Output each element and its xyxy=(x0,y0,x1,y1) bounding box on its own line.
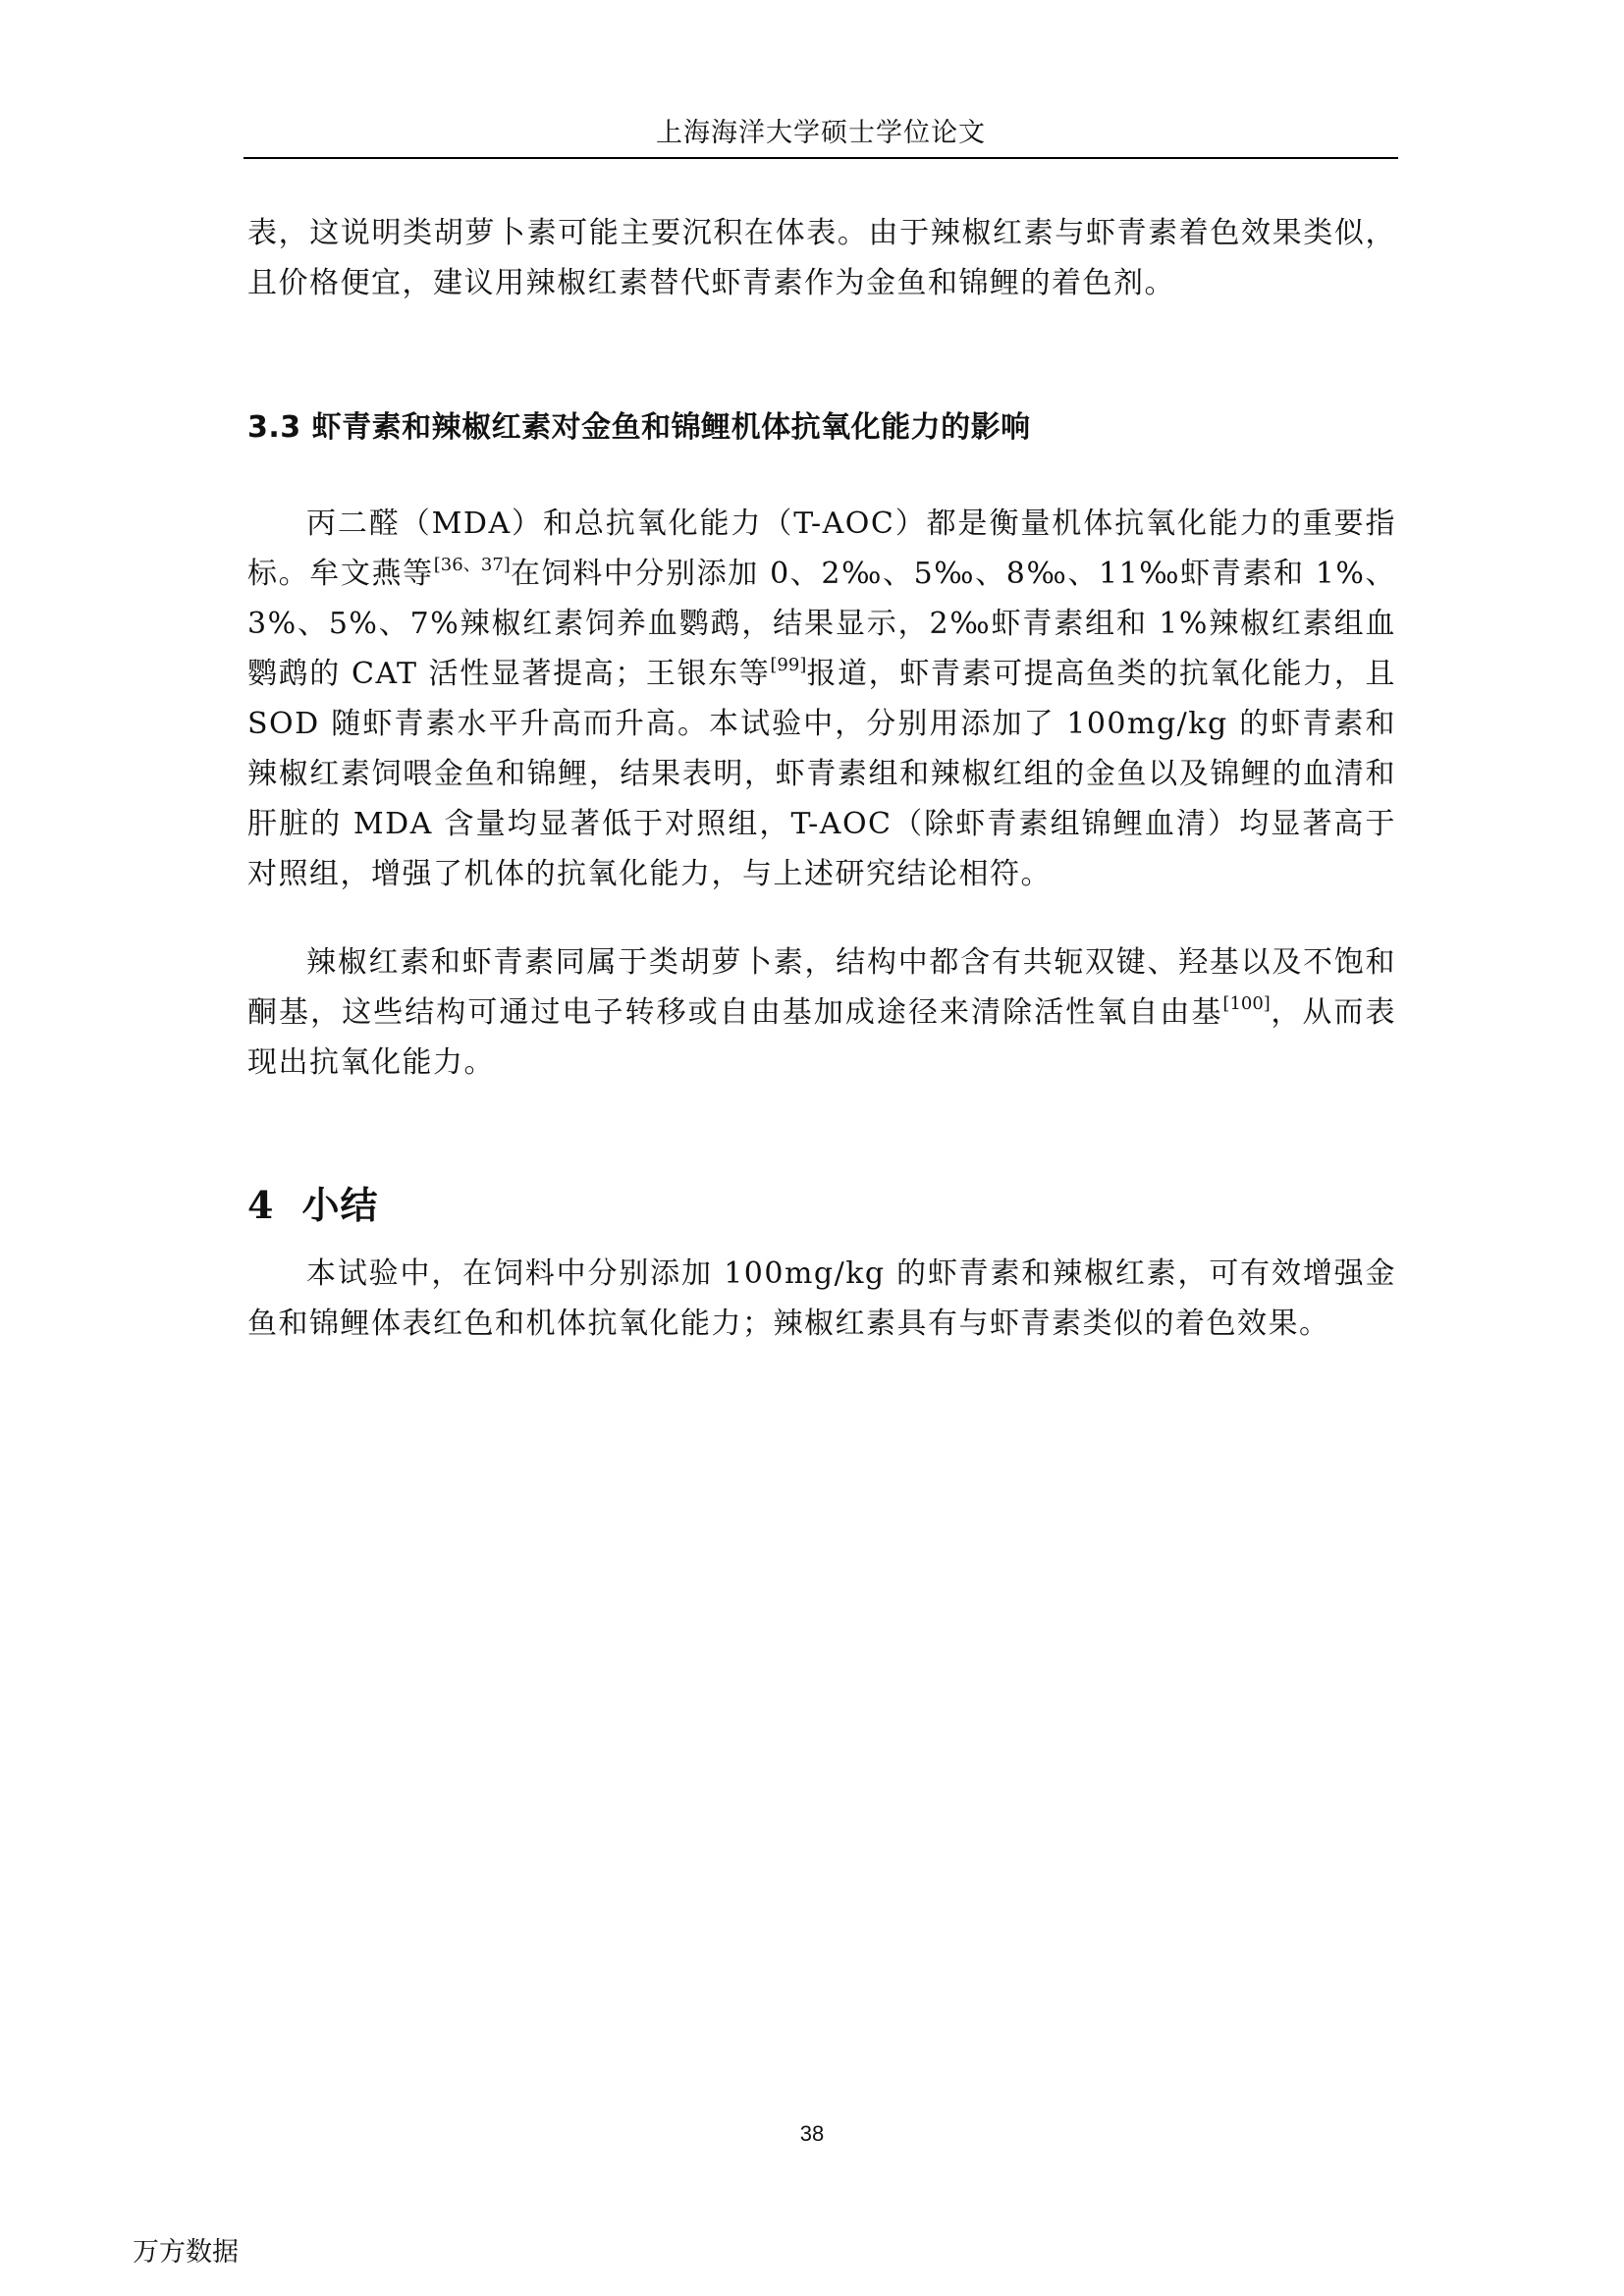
paragraph-summary: 本试验中，在饲料中分别添加 100mg/kg 的虾青素和辣椒红素，可有效增强金鱼和锦鲤体表红色和机体抗氧化能力；辣椒红素具有与虾青素类似的着色效果。 xyxy=(247,1256,1396,1341)
citation-99: [99] xyxy=(770,655,807,675)
chapter-title: 小结 xyxy=(301,1183,379,1227)
paragraph-mda-taoc xyxy=(247,499,1396,899)
paragraph-continuation: 表，这说明类胡萝卜素可能主要沉积在体表。由于辣椒红素与虾青素着色效果类似，且价格便宜，建议用辣椒红素替代虾青素作为金鱼和锦鲤的着色剂。 xyxy=(247,216,1396,300)
section-heading-3-3: 3.3 虾青素和辣椒红素对金鱼和锦鲤机体抗氧化能力的影响 xyxy=(247,410,1031,445)
watermark-wanfang: 万方数据 xyxy=(133,2237,239,2267)
paragraph-text: 报道，虾青素可提高鱼类的抗氧化能力，且 SOD 随虾青素水平升高而升高。本试验中，分别用添加了 100mg/kg 的虾青素和辣椒红素饲喂金鱼和锦鲤，结果表明，虾青素组和辣椒红组的金鱼以及锦鲤的血清和肝脏的 MDA 含量均显著低于对照组，T-AOC（除虾青素组锦鲤血清）均显著高于对照组，增强了机体的抗氧化能力，与上述研究结论相符。 xyxy=(247,657,1397,891)
chapter-number: 4 xyxy=(247,1183,275,1227)
paragraph-text: ，从而表现出抗氧化能力。 xyxy=(247,995,1397,1080)
paragraph-carotenoid-structure xyxy=(247,937,1396,1088)
paragraph-text: 在饲料中分别添加 0、2‰、5‰、8‰、11‰虾青素和 1%、3%、5%、7%辣椒红素饲养血鹦鹉，结果显示，2‰虾青素组和 1%辣椒红素组血鹦鹉的 CAT 活性显著提高；王银东等 xyxy=(247,557,1397,691)
paragraph-text: 丙二醛（MDA）和总抗氧化能力（T-AOC）都是衡量机体抗氧化能力的重要指标。牟文燕等 xyxy=(247,507,1396,591)
header-rule xyxy=(244,157,1398,159)
page-number: 38 xyxy=(799,2121,825,2146)
chapter-heading-4 xyxy=(247,1180,378,1231)
paragraph-text: 辣椒红素和虾青素同属于类胡萝卜素，结构中都含有共轭双键、羟基以及不饱和酮基，这些结构可通过电子转移或自由基加成途径来清除活性氧自由基 xyxy=(247,945,1396,1030)
citation-36-37: [36、37] xyxy=(433,555,511,575)
running-header: 上海海洋大学硕士学位论文 xyxy=(656,118,986,148)
citation-100: [100] xyxy=(1222,993,1271,1014)
